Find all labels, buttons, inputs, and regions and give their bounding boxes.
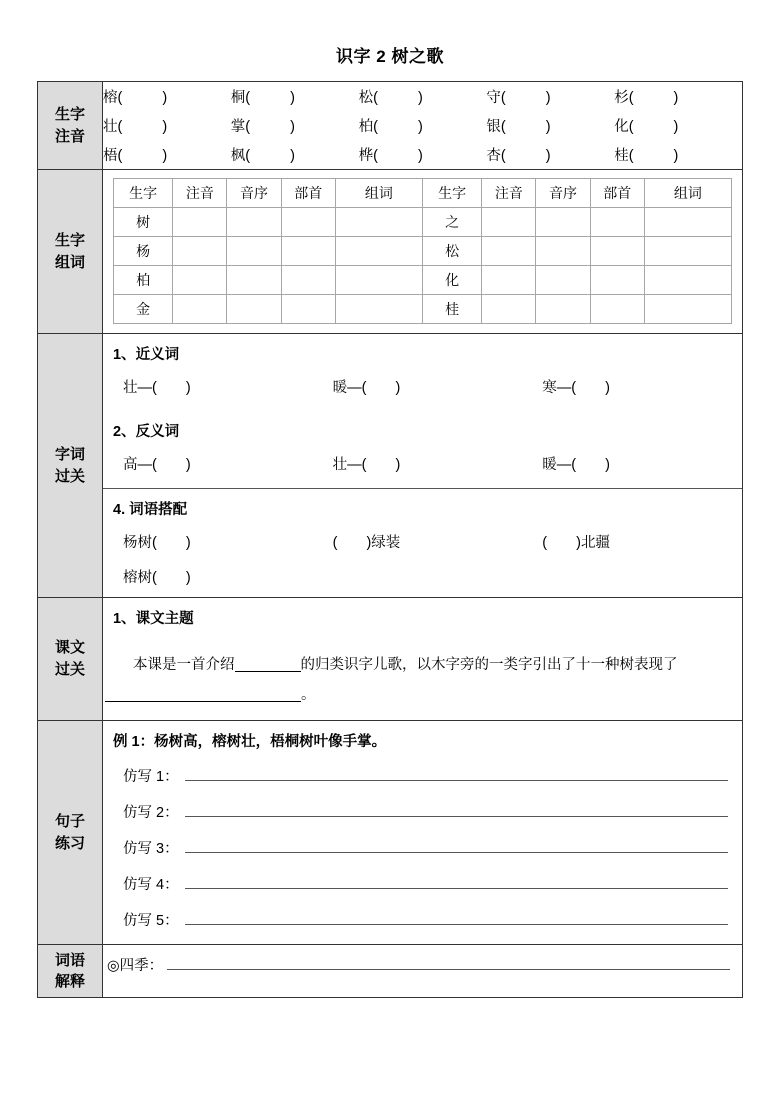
collocation-heading: 4. 词语搭配: [113, 502, 188, 518]
paren-close: ): [162, 119, 168, 135]
section-label-line: 练习: [54, 834, 85, 852]
paren-close: ): [290, 119, 295, 135]
section-label-line: 解释: [54, 973, 85, 991]
column-header: 注音: [173, 179, 227, 208]
pinyin-char: 梧: [103, 148, 118, 164]
zuci-blank-yinxu[interactable]: [227, 266, 281, 295]
zuci-blank-zuci[interactable]: [644, 208, 731, 237]
page-title: 识字 2 树之歌: [336, 47, 444, 66]
zuci-blank-yinxu[interactable]: [227, 295, 281, 324]
zuci-char: 金: [114, 295, 173, 324]
zuci-blank-bushou[interactable]: [590, 266, 644, 295]
zuci-blank-zuci[interactable]: [644, 266, 731, 295]
section-label-zuci: [38, 170, 103, 334]
antonym-item[interactable]: 壮—( ): [332, 457, 401, 473]
paren-open: (: [117, 119, 123, 135]
example-sentence: 例 1：杨树高，榕树壮，梧桐树叶像手掌。: [113, 734, 387, 751]
zuci-blank-bushou[interactable]: [281, 295, 335, 324]
pinyin-item[interactable]: [231, 140, 359, 169]
practice-label: 仿写 4：: [123, 877, 179, 894]
antonyms-block: [103, 411, 742, 488]
practice-row: [113, 837, 742, 858]
theme-text-part3: 树表现了: [619, 657, 678, 673]
pinyin-item[interactable]: [231, 82, 359, 111]
paren-close: ): [290, 90, 295, 106]
worksheet-table: [37, 81, 743, 998]
column-header: 生字: [114, 179, 173, 208]
section-content-zici: [103, 334, 743, 598]
pinyin-char: 壮: [103, 119, 118, 135]
zuci-char: 杨: [114, 237, 173, 266]
pinyin-row: [103, 111, 742, 140]
zuci-blank-zuci[interactable]: [335, 208, 422, 237]
table-row: [114, 208, 732, 237]
pinyin-char: 桂: [614, 148, 629, 164]
zuci-blank-bushou[interactable]: [590, 208, 644, 237]
pinyin-item[interactable]: [614, 140, 742, 169]
sentence-practice-block: [103, 721, 742, 944]
paren-close: ): [545, 119, 551, 135]
paren-close: ): [162, 90, 168, 106]
zuci-char: 之: [422, 208, 481, 237]
antonym-item[interactable]: 暖—( ): [542, 457, 610, 473]
paren-open: (: [500, 90, 506, 106]
section-content-juzi: [103, 721, 743, 945]
synonyms-block: [103, 334, 742, 411]
pinyin-char: 掌: [230, 119, 246, 135]
theme-text-part4: 。: [301, 686, 316, 703]
pinyin-item[interactable]: [359, 111, 487, 140]
section-label-line: 生字: [54, 231, 85, 249]
theme-text-part1: 本课是一首介绍: [133, 657, 235, 673]
pinyin-item[interactable]: [103, 111, 231, 140]
section-content-kewen: [103, 598, 743, 721]
practice-label: 仿写 1：: [123, 769, 179, 786]
zuci-table: [113, 178, 732, 324]
paren-close: ): [673, 90, 679, 106]
zuci-blank-bushou[interactable]: [590, 237, 644, 266]
practice-row: [113, 873, 742, 894]
zuci-blank-zuci[interactable]: [335, 266, 422, 295]
pinyin-item[interactable]: [359, 82, 487, 111]
zuci-blank-zhuyin[interactable]: [482, 208, 536, 237]
zuci-blank-bushou[interactable]: [281, 237, 335, 266]
theme-text: [103, 642, 742, 720]
zuci-blank-zhuyin[interactable]: [173, 237, 227, 266]
zuci-blank-yinxu[interactable]: [227, 208, 281, 237]
paren-close: ): [417, 148, 423, 164]
pinyin-row: [103, 82, 742, 111]
pinyin-char: 松: [358, 90, 374, 106]
section-label-line: 词语: [54, 951, 85, 969]
pinyin-item[interactable]: [614, 111, 742, 140]
section-label-juzi: [38, 721, 103, 945]
pinyin-char: 枫: [230, 148, 246, 164]
section-content-ciyu: [103, 945, 743, 998]
synonyms-row: [113, 376, 742, 397]
theme-text-part2: 的归类识字儿歌，以木字旁的一类字引出了十一种: [300, 657, 620, 673]
paren-open: (: [628, 90, 634, 106]
pinyin-item[interactable]: [486, 111, 614, 140]
zuci-char: 化: [422, 266, 481, 295]
definition-row: [107, 954, 742, 975]
column-header: 音序: [227, 179, 281, 208]
answer-blank[interactable]: [105, 701, 301, 702]
pinyin-row: [103, 140, 742, 169]
antonym-item[interactable]: 高—( ): [123, 457, 191, 473]
section-pinyin: [38, 82, 743, 170]
paren-open: (: [245, 148, 251, 164]
zuci-blank-zuci[interactable]: [335, 295, 422, 324]
zuci-char: 树: [114, 208, 173, 237]
zuci-blank-yinxu[interactable]: [536, 295, 590, 324]
paren-open: (: [628, 119, 634, 135]
pinyin-item[interactable]: [103, 140, 231, 169]
definition-label: ◎四季：: [107, 958, 164, 975]
practice-write-line[interactable]: [185, 767, 728, 781]
answer-blank[interactable]: [235, 671, 301, 672]
zuci-blank-zhuyin[interactable]: [482, 266, 536, 295]
zuci-char: 柏: [114, 266, 173, 295]
zuci-blank-zhuyin[interactable]: [482, 295, 536, 324]
paren-close: ): [417, 90, 423, 106]
theme-heading: 1、课文主题: [113, 611, 194, 627]
zuci-blank-zuci[interactable]: [644, 295, 731, 324]
column-header: 部首: [590, 179, 644, 208]
column-header: 组词: [644, 179, 731, 208]
pinyin-char: 桦: [358, 148, 374, 164]
zuci-char: 桂: [422, 295, 481, 324]
section-label-line: 生字: [54, 105, 85, 123]
practice-row: [113, 909, 742, 930]
paren-open: (: [245, 119, 251, 135]
pinyin-char: 柏: [358, 119, 374, 135]
section-label-zici: [38, 334, 103, 598]
paren-open: (: [117, 90, 123, 106]
zuci-blank-yinxu[interactable]: [536, 237, 590, 266]
paren-open: (: [373, 119, 378, 135]
collocation-item[interactable]: ( )北疆: [542, 535, 610, 551]
practice-label: 仿写 3：: [123, 841, 179, 858]
practice-write-line[interactable]: [185, 803, 728, 817]
table-row: [114, 266, 732, 295]
section-content-pinyin: [103, 82, 743, 170]
antonyms-heading: 2、反义词: [113, 424, 180, 440]
practice-label: 仿写 2：: [123, 805, 179, 822]
section-ciyu: [38, 945, 743, 998]
practice-write-line[interactable]: [185, 839, 728, 853]
section-label-line: 组词: [54, 253, 85, 271]
paren-close: ): [673, 148, 679, 164]
practice-write-line[interactable]: [185, 911, 728, 925]
paren-open: (: [373, 148, 378, 164]
zuci-blank-zuci[interactable]: [644, 237, 731, 266]
pinyin-char: 榕: [103, 90, 118, 106]
zuci-blank-bushou[interactable]: [281, 266, 335, 295]
pinyin-char: 桐: [230, 90, 246, 106]
column-header: 生字: [422, 179, 481, 208]
pinyin-item[interactable]: [359, 140, 487, 169]
column-header: 注音: [482, 179, 536, 208]
zuci-blank-zhuyin[interactable]: [173, 208, 227, 237]
collocation-item[interactable]: 杨树( ): [123, 535, 191, 551]
section-label-line: 过关: [54, 467, 85, 485]
pinyin-char: 守: [486, 90, 501, 106]
zuci-blank-yinxu[interactable]: [536, 208, 590, 237]
paren-close: ): [290, 148, 295, 164]
pinyin-item[interactable]: [486, 140, 614, 169]
paren-close: ): [545, 148, 551, 164]
section-label-line: 字词: [54, 445, 85, 463]
paren-close: ): [545, 90, 551, 106]
pinyin-item[interactable]: [231, 111, 359, 140]
paren-open: (: [500, 148, 506, 164]
paren-open: (: [500, 119, 506, 135]
column-header: 组词: [335, 179, 422, 208]
paren-close: ): [417, 119, 423, 135]
paren-open: (: [373, 90, 378, 106]
zuci-blank-yinxu[interactable]: [536, 266, 590, 295]
zuci-char: 松: [422, 237, 481, 266]
collocation-block: [103, 489, 742, 597]
antonyms-row: [113, 453, 742, 474]
collocation-row: [113, 531, 742, 552]
section-label-line: 过关: [54, 661, 85, 679]
section-content-zuci: [103, 170, 743, 334]
section-label-ciyu: [38, 945, 103, 998]
table-row: [114, 295, 732, 324]
column-header: 音序: [536, 179, 590, 208]
section-kewen: [38, 598, 743, 721]
pinyin-item[interactable]: [486, 82, 614, 111]
pinyin-item[interactable]: [614, 82, 742, 111]
pinyin-char: 杏: [486, 148, 501, 164]
zuci-blank-yinxu[interactable]: [227, 237, 281, 266]
paren-close: ): [673, 119, 679, 135]
collocation-item[interactable]: ( )绿装: [332, 535, 401, 551]
zuci-blank-zhuyin[interactable]: [173, 295, 227, 324]
pinyin-char: 杉: [614, 90, 629, 106]
zuci-blank-bushou[interactable]: [281, 208, 335, 237]
section-label-kewen: [38, 598, 103, 721]
section-zici: [38, 334, 743, 598]
paren-open: (: [117, 148, 123, 164]
section-label-line: 课文: [54, 639, 85, 657]
zuci-blank-zuci[interactable]: [335, 237, 422, 266]
pinyin-item[interactable]: [103, 82, 231, 111]
pinyin-grid: [103, 82, 742, 169]
table-row: [114, 237, 732, 266]
column-header: 部首: [281, 179, 335, 208]
synonym-item[interactable]: 暖—( ): [332, 380, 401, 396]
practice-write-line[interactable]: [185, 875, 728, 889]
synonym-item[interactable]: 壮—( ): [123, 380, 191, 396]
definition-write-line[interactable]: [167, 956, 730, 970]
practice-row: [113, 801, 742, 822]
pinyin-char: 化: [614, 119, 629, 135]
section-juzi: [38, 721, 743, 945]
practice-label: 仿写 5：: [123, 913, 179, 930]
section-zuci: [38, 170, 743, 334]
zuci-blank-bushou[interactable]: [590, 295, 644, 324]
paren-open: (: [245, 90, 251, 106]
zuci-blank-zhuyin[interactable]: [173, 266, 227, 295]
zuci-header-row: [114, 179, 732, 208]
practice-row: [113, 765, 742, 786]
paren-close: ): [162, 148, 168, 164]
section-label-line: 注音: [54, 127, 85, 145]
definition-block: [103, 945, 742, 997]
pinyin-char: 银: [486, 119, 501, 135]
synonyms-heading: 1、近义词: [113, 347, 180, 363]
collocation-item-extra[interactable]: 榕树( ): [123, 570, 191, 586]
theme-block: [103, 598, 742, 642]
section-label-line: 句子: [54, 813, 85, 831]
zuci-blank-zhuyin[interactable]: [482, 237, 536, 266]
paren-open: (: [628, 148, 634, 164]
synonym-item[interactable]: 寒—( ): [542, 380, 610, 396]
section-label-pinyin: [38, 82, 103, 170]
